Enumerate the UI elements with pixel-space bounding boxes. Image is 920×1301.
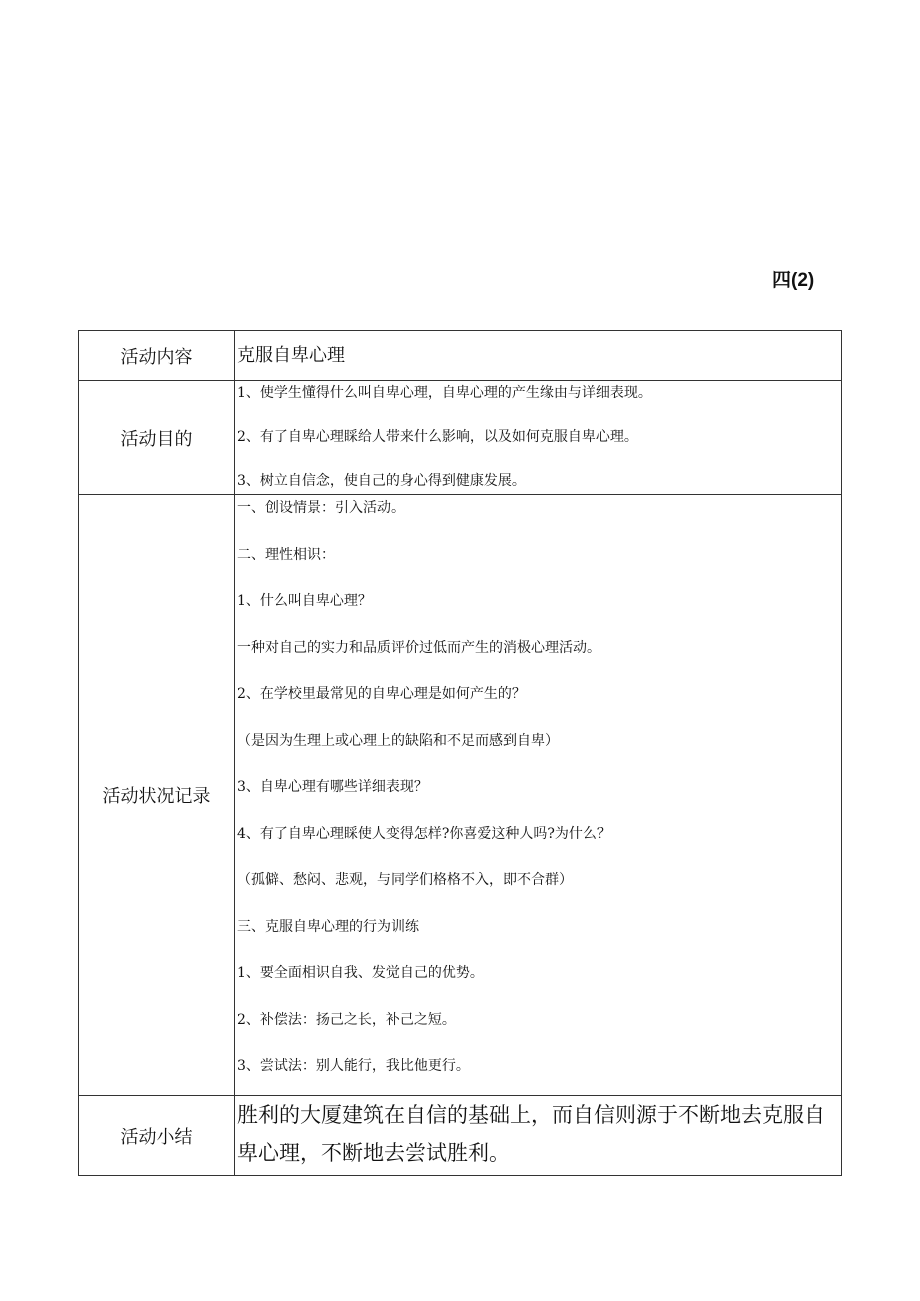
- record-line: 三、克服自卑心理的行为训练: [237, 918, 419, 935]
- activity-record-table: [78, 330, 842, 1176]
- table-row-summary: [79, 1096, 842, 1176]
- record-line: 2、补偿法：扬己之长，补己之短。: [237, 1011, 456, 1028]
- value-activity-content-cell: [235, 331, 842, 381]
- goal-item: 3、树立自信念，使自己的身心得到健康发展。: [237, 473, 526, 489]
- record-line: （是因为生理上或心理上的缺陷和不足而感到自卑）: [237, 732, 559, 749]
- record-line: 1、什么叫自卑心理？: [237, 593, 372, 609]
- record-line: 3、尝试法：别人能行，我比他更行。: [237, 1058, 470, 1074]
- activity-content-value: 克服自卑心理: [237, 345, 345, 366]
- label-activity-content: 活动内容: [79, 331, 235, 381]
- class-label: 四(2): [772, 270, 815, 291]
- goal-item: 2、有了自卑心理睬给人带来什么影响，以及如何克服自卑心理。: [237, 429, 638, 445]
- value-activity-record-cell: [235, 495, 842, 1096]
- label-activity-summary: 活动小结: [79, 1096, 235, 1176]
- record-line: （孤僻、愁闷、悲观，与同学们格格不入，即不合群）: [237, 872, 573, 888]
- value-activity-summary-cell: [235, 1096, 842, 1176]
- record-line: 一、创设情景：引入活动。: [237, 500, 405, 516]
- activity-summary-value: 胜利的大厦建筑在自信的基础上，而自信则源于不断地去克服自卑心理，不断地去尝试胜利。: [237, 1103, 825, 1165]
- record-line: 一种对自己的实力和品质评价过低而产生的消极心理活动。: [237, 639, 601, 656]
- record-line: 1、要全面相识自我、发觉自己的优势。: [237, 965, 484, 981]
- label-activity-goal: 活动目的: [79, 381, 235, 495]
- record-line: 2、在学校里最常见的自卑心理是如何产生的？: [237, 686, 526, 702]
- record-line: 4、有了自卑心理睬使人变得怎样?你喜爱这种人吗?为什么？: [237, 825, 611, 842]
- table-row-record: [79, 495, 842, 1096]
- goal-list: [235, 382, 841, 492]
- goal-item: 1、使学生懂得什么叫自卑心理，自卑心理的产生缘由与详细表现。: [237, 385, 652, 401]
- record-line: 3、自卑心理有哪些详细表现？: [237, 779, 428, 795]
- record-lines: [235, 495, 841, 1095]
- label-activity-record: 活动状况记录: [79, 495, 235, 1096]
- record-line: 二、理性相识：: [237, 546, 335, 563]
- table-row-goal: [79, 381, 842, 495]
- value-activity-goal-cell: [235, 381, 842, 495]
- table-row-content: [79, 331, 842, 381]
